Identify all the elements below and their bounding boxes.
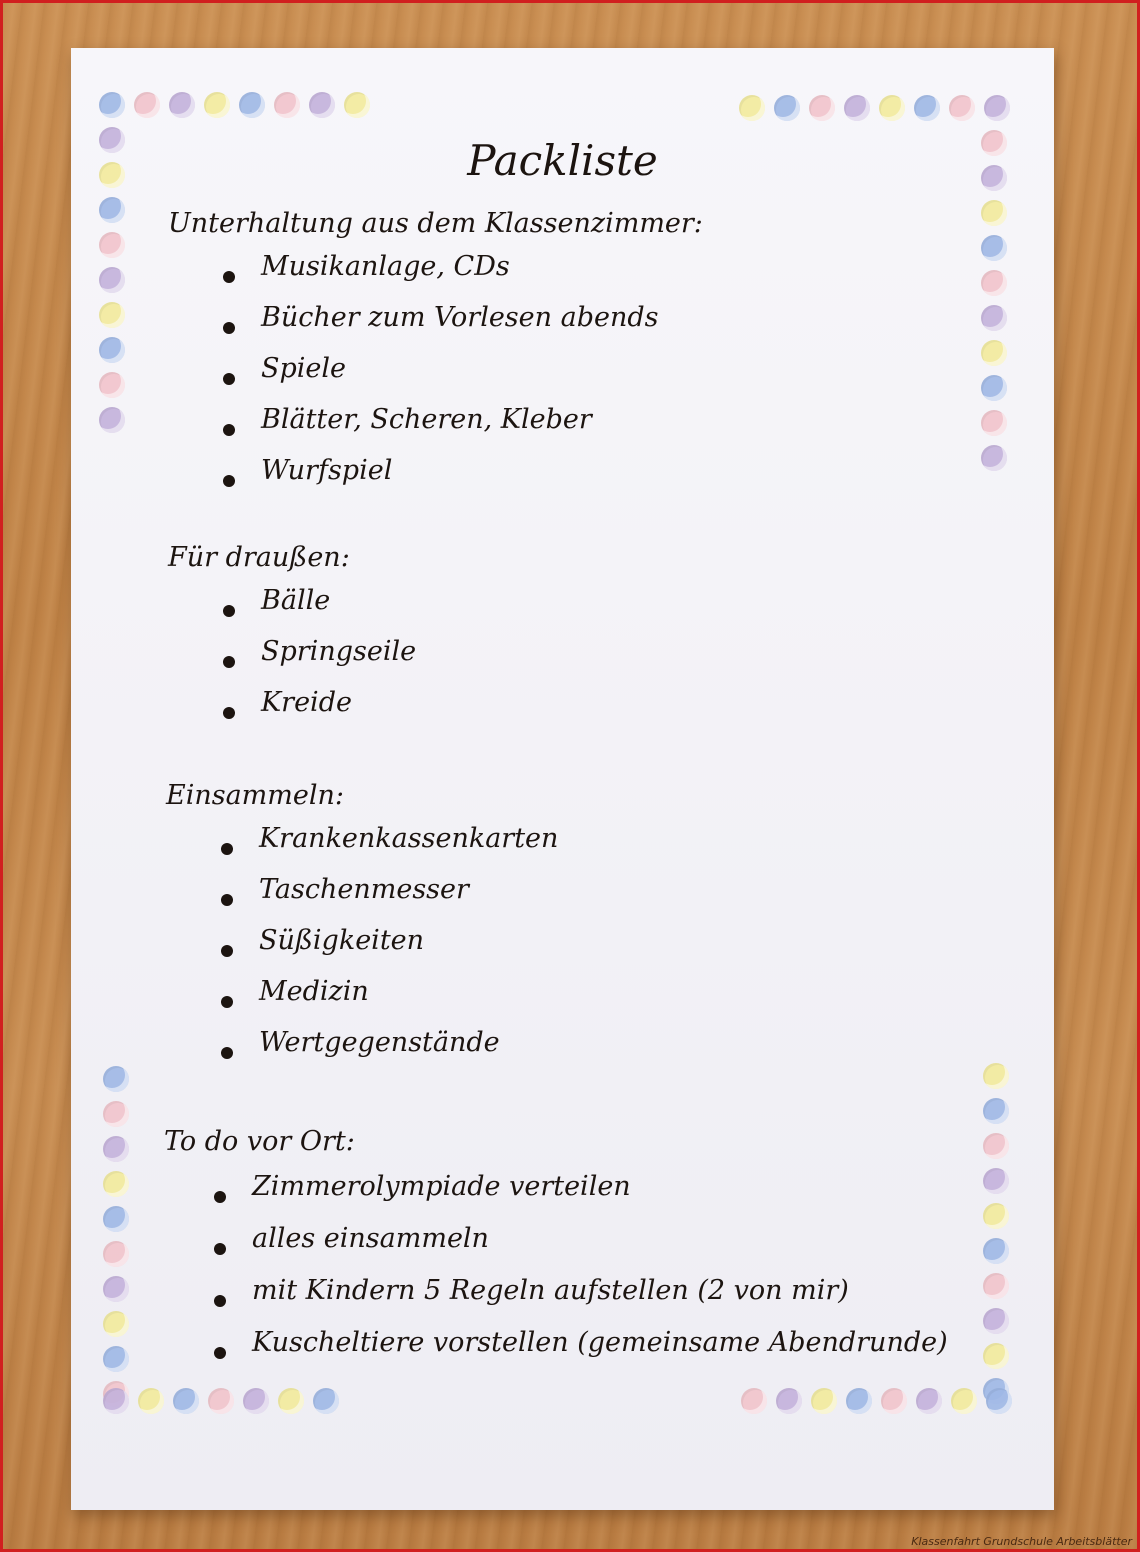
decorative-dot	[313, 1388, 339, 1414]
decorative-dot	[103, 1136, 129, 1162]
list-item: Bälle	[261, 585, 416, 636]
decorative-dot	[344, 92, 370, 118]
decorative-dot	[103, 1346, 129, 1372]
decorative-dot	[103, 1241, 129, 1267]
decorative-dot	[951, 1388, 977, 1414]
decorative-dot	[983, 1098, 1009, 1124]
decorative-dot	[739, 95, 765, 121]
section-entertainment	[168, 208, 703, 506]
decorative-dot	[914, 95, 940, 121]
decorative-dot	[811, 1388, 837, 1414]
list-item: Wurfspiel	[261, 455, 703, 506]
page-title: Packliste	[467, 136, 658, 185]
decorative-dot	[881, 1388, 907, 1414]
decorative-dot	[809, 95, 835, 121]
decorative-dot	[916, 1388, 942, 1414]
decorative-dot	[103, 1066, 129, 1092]
decorative-dot	[984, 95, 1010, 121]
section-heading: Einsammeln:	[166, 780, 344, 811]
decorative-dot	[243, 1388, 269, 1414]
decorative-dot	[949, 95, 975, 121]
decorative-dot	[986, 1388, 1012, 1414]
decorative-dot	[983, 1343, 1009, 1369]
decorative-dot	[103, 1311, 129, 1337]
decorative-dot	[99, 372, 125, 398]
decorative-dot	[208, 1388, 234, 1414]
decorative-dot	[99, 267, 125, 293]
list-item: Zimmerolympiade verteilen	[252, 1171, 948, 1223]
section-heading: Für draußen:	[168, 542, 350, 573]
decorative-dot	[309, 92, 335, 118]
decorative-dot	[981, 200, 1007, 226]
list-item: Kreide	[261, 687, 416, 738]
list-item: Wertgegenstände	[259, 1027, 558, 1078]
decorative-dot	[983, 1203, 1009, 1229]
list-item: alles einsammeln	[252, 1223, 948, 1275]
item-list	[261, 251, 703, 506]
watermark-text: Klassenfahrt Grundschule Arbeitsblätter	[911, 1535, 1132, 1548]
decorative-dot	[99, 407, 125, 433]
decorative-dot	[134, 92, 160, 118]
decorative-dot	[774, 95, 800, 121]
section-outside	[168, 542, 416, 738]
decorative-dot	[204, 92, 230, 118]
list-item: Kuscheltiere vorstellen (gemeinsame Abendrunde)	[252, 1327, 948, 1379]
list-item: Springseile	[261, 636, 416, 687]
decorative-dot	[741, 1388, 767, 1414]
list-item: Taschenmesser	[259, 874, 558, 925]
decorative-dot	[103, 1206, 129, 1232]
item-list	[259, 823, 558, 1078]
decorative-dot	[983, 1308, 1009, 1334]
decorative-dot	[99, 232, 125, 258]
decorative-dot	[983, 1273, 1009, 1299]
list-item: Medizin	[259, 976, 558, 1027]
item-list	[261, 585, 416, 738]
decorative-dot	[981, 270, 1007, 296]
list-item: Krankenkassenkarten	[259, 823, 558, 874]
decorative-dot	[103, 1171, 129, 1197]
decorative-dot	[983, 1133, 1009, 1159]
decorative-dot	[99, 92, 125, 118]
decorative-dot	[981, 340, 1007, 366]
decorative-dot	[981, 445, 1007, 471]
list-item: Bücher zum Vorlesen abends	[261, 302, 703, 353]
section-heading: To do vor Ort:	[164, 1126, 355, 1157]
section-todo	[164, 1126, 948, 1379]
decorative-dot	[274, 92, 300, 118]
decorative-dot	[776, 1388, 802, 1414]
decorative-dot	[103, 1101, 129, 1127]
paper-sheet	[71, 48, 1054, 1510]
decorative-dot	[173, 1388, 199, 1414]
decorative-dot	[981, 235, 1007, 261]
list-item: Blätter, Scheren, Kleber	[261, 404, 703, 455]
decorative-dot	[138, 1388, 164, 1414]
decorative-dot	[103, 1388, 129, 1414]
decorative-dot	[99, 302, 125, 328]
list-item: Süßigkeiten	[259, 925, 558, 976]
decorative-dot	[846, 1388, 872, 1414]
decorative-dot	[169, 92, 195, 118]
section-collect	[166, 780, 558, 1078]
decorative-dot	[983, 1063, 1009, 1089]
decorative-dot	[239, 92, 265, 118]
section-heading: Unterhaltung aus dem Klassenzimmer:	[168, 208, 703, 239]
decorative-dot	[981, 375, 1007, 401]
decorative-dot	[981, 410, 1007, 436]
list-item: mit Kindern 5 Regeln aufstellen (2 von mir)	[252, 1275, 948, 1327]
decorative-dot	[983, 1168, 1009, 1194]
decorative-dot	[103, 1276, 129, 1302]
decorative-dot	[99, 337, 125, 363]
list-item: Spiele	[261, 353, 703, 404]
decorative-dot	[278, 1388, 304, 1414]
decorative-dot	[879, 95, 905, 121]
decorative-dot	[983, 1238, 1009, 1264]
decorative-dot	[981, 305, 1007, 331]
list-item: Musikanlage, CDs	[261, 251, 703, 302]
item-list	[252, 1171, 948, 1379]
decorative-dot	[844, 95, 870, 121]
decorative-dot	[99, 197, 125, 223]
